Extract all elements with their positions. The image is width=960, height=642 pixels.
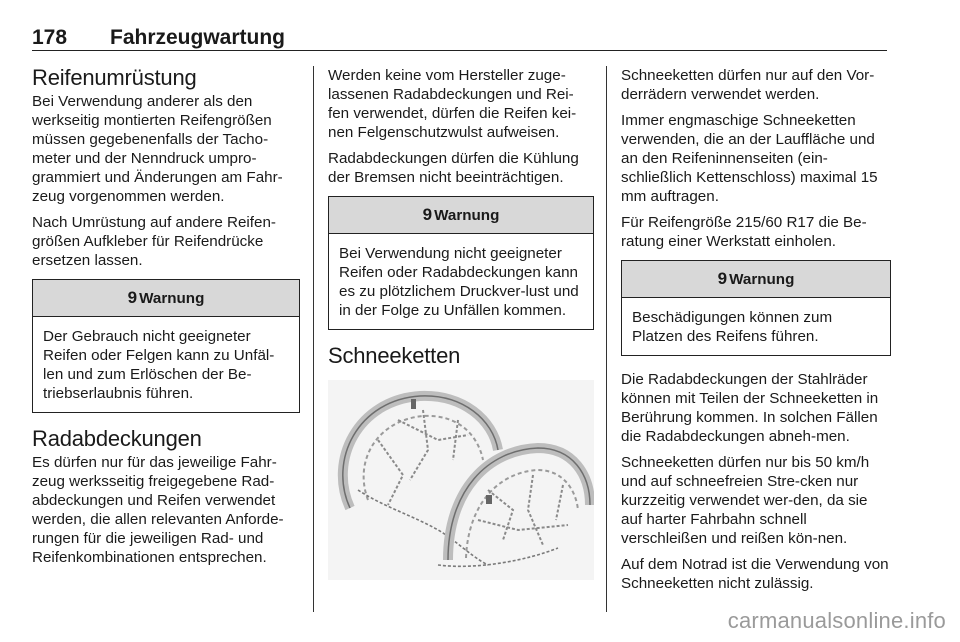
warning-box	[621, 260, 891, 356]
page-header	[32, 26, 887, 51]
warning-header	[33, 280, 299, 317]
column-1	[32, 66, 300, 574]
warning-body: Der Gebrauch nicht geeigneter Reifen oder Felgen kann zu Unfäl-len und zum Erlöschen der Be-triebserlaubnis führen.	[43, 328, 275, 403]
column-divider	[313, 66, 314, 612]
section-heading-reifenumruestung: Reifenumrüstung	[32, 65, 197, 90]
warning-header	[622, 261, 890, 298]
paragraph: Bei Verwendung anderer als den werkseitig montierten Reifengrößen müssen gegebenenfalls der Tacho-meter und der Nenndruck umpro-grammiert und Änderungen am Fahr-zeug vorgenommen werden.	[32, 93, 283, 206]
paragraph: Werden keine vom Hersteller zuge-lassenen Radabdeckungen und Rei-fen verwendet, dürfen die Reifen kei-nen Felgenschutzwulst aufweisen.	[328, 67, 577, 141]
warning-title: Warnung	[434, 206, 500, 224]
paragraph: Die Radabdeckungen der Stahlräder können mit Teilen der Schneeketten in Berührung kommen. In solchen Fällen die Radabdeckungen abneh-men.	[621, 371, 879, 445]
column-2	[328, 66, 594, 585]
paragraph: Es dürfen nur für das jeweilige Fahr-zeug werksseitig freigegebene Rad-abdeckungen und Reifen verwendet werden, die allen relevanten Anforde-rungen für die jeweiligen Rad- und Reifenkombinationen entsprechen.	[32, 454, 284, 567]
paragraph: Immer engmaschige Schneeketten verwenden, die an der Lauffläche und an den Reifeninnenseiten (ein-schließlich Kettenschloss) maximal 15 mm auftragen.	[621, 112, 878, 205]
paragraph: Auf dem Notrad ist die Verwendung von Schneeketten nicht zulässig.	[621, 556, 889, 592]
paragraph: Schneeketten dürfen nur auf den Vor-derrädern verwendet werden.	[621, 67, 875, 103]
warning-box	[328, 196, 594, 330]
warning-triangle-icon: 9	[127, 288, 138, 308]
snow-chains-illustration	[328, 380, 594, 580]
page-number: 178	[32, 26, 68, 49]
warning-header	[329, 197, 593, 234]
warning-body: Bei Verwendung nicht geeigneter Reifen oder Radabdeckungen kann es zu plötzlichem Druckver-lust und in der Folge zu Unfällen kommen.	[339, 245, 579, 319]
warning-triangle-icon: 9	[717, 269, 728, 288]
paragraph: Nach Umrüstung auf andere Reifen-größen Aufkleber für Reifendrücke ersetzen lassen.	[32, 214, 276, 270]
column-divider	[606, 66, 607, 612]
paragraph: Für Reifengröße 215/60 R17 die Be-ratung einer Werkstatt einholen.	[621, 214, 867, 250]
warning-box	[32, 279, 300, 413]
warning-title: Warnung	[729, 270, 795, 288]
paragraph: Schneeketten dürfen nur bis 50 km/h und auf schneefreien Stre-cken nur kurzzeitig verwendet wer-den, da sie auf harter Fahrbahn schnell verschleißen und reißen kön-nen.	[621, 454, 870, 547]
section-heading-schneeketten: Schneeketten	[328, 343, 461, 368]
watermark: carmanualsonline.info	[727, 608, 946, 633]
warning-triangle-icon: 9	[422, 205, 433, 224]
paragraph: Radabdeckungen dürfen die Kühlung der Bremsen nicht beeinträchtigen.	[328, 150, 579, 186]
section-heading-radabdeckungen: Radabdeckungen	[32, 426, 202, 452]
warning-body: Beschädigungen können zum Platzen des Reifens führen.	[632, 309, 833, 345]
chapter-title: Fahrzeugwartung	[110, 26, 286, 49]
column-3	[621, 66, 891, 600]
warning-title: Warnung	[139, 289, 205, 307]
